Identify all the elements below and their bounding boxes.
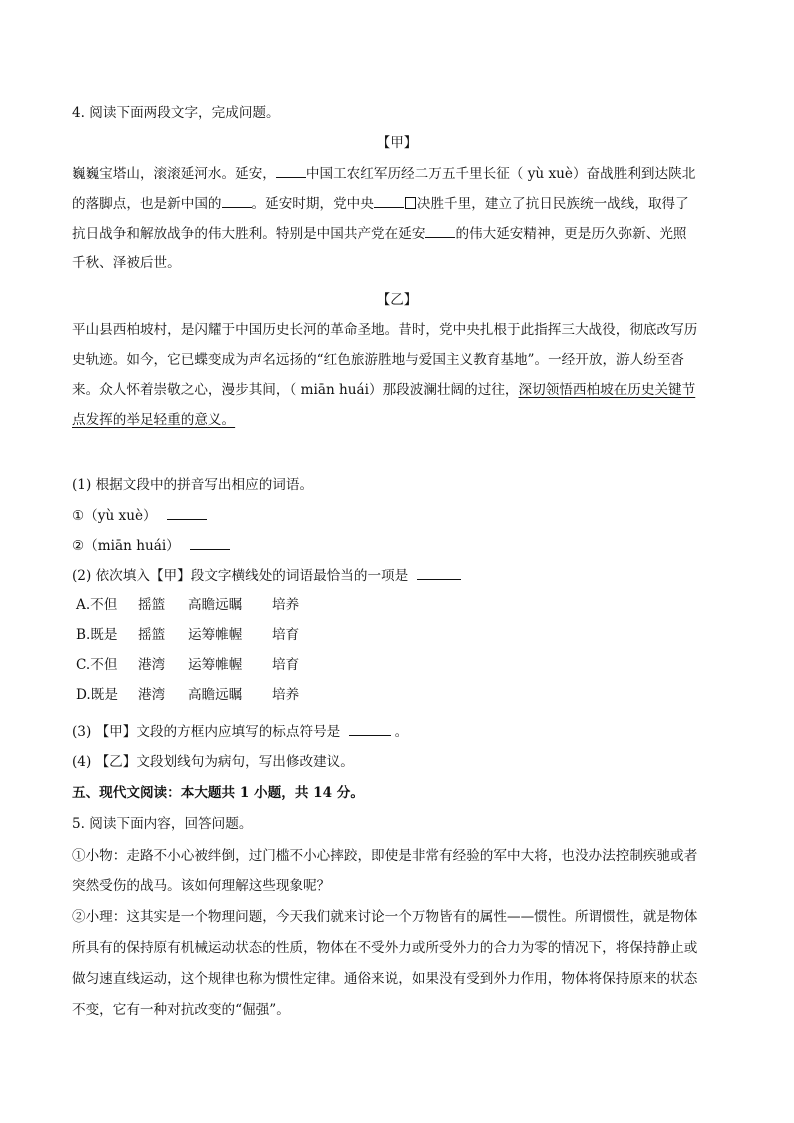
pinyin-label: ①（yù xuè） [72,508,157,524]
answer-blank[interactable] [417,565,461,580]
yi-line-4 [72,410,722,430]
option-word: 培育 [272,627,300,643]
yi-text: 来。众人怀着崇敬之心，漫步其间，（ miān huái）那段波澜壮阔的过往， [72,382,519,398]
paragraph-2-line-3: 做匀速直线运动，这个规律也称为惯性定律。通俗来说，如果没有受到外力作用，物体将保持原来的状态 [72,971,698,987]
paragraph-2-line-2: 所具有的保持原有机械运动状态的性质，物体在不受外力或所受外力的合力为零的情况下，将保持静止或 [72,940,698,956]
option-a[interactable] [76,595,726,615]
jia-text: 的伟大延安精神，更是历久弥新、光照 [455,226,687,242]
sub1-item-a [72,505,722,526]
question-end: 。 [394,724,409,740]
fill-blank-3[interactable] [374,193,404,208]
jia-text: 。延安时期，党中央 [251,196,374,212]
option-word: 高瞻远瞩 [188,687,243,703]
underlined-sentence: 深切领悟西柏坡在历史关键节 [518,382,696,398]
yi-heading: 【乙】 [376,292,418,308]
question-4-title: 4. 阅读下面两段文字，完成问题。 [72,105,280,121]
answer-blank[interactable] [349,721,391,736]
option-label: C.不但 [76,657,118,673]
pinyin-label: ②（miān huái） [72,538,180,554]
jia-text: 决胜千里，建立了抗日民族统一战线，取得了 [416,196,689,212]
punctuation-box[interactable] [405,197,416,209]
jia-text: 的落脚点，也是新中国的 [72,196,222,212]
fill-blank-4[interactable] [425,223,455,238]
sub-question-4: (4) 【乙】文段划线句为病句，写出修改建议。 [72,754,354,770]
sub-question-1: (1) 根据文段中的拼音写出相应的词语。 [72,477,314,493]
jia-line-3 [72,223,722,244]
paragraph-1-line-1: ①小物：走路不小心被绊倒，过门槛不小心摔跤，即使是非常有经验的军中大将，也没办法控制疾驰或者 [72,848,698,864]
option-word: 高瞻远瞩 [188,597,243,613]
option-word: 培养 [272,597,300,613]
underlined-sentence: 点发挥的举足轻重的意义。 [72,412,236,428]
option-b[interactable] [76,625,726,645]
option-label: A.不但 [76,597,118,613]
option-word: 运筹帷幄 [188,657,243,673]
answer-blank[interactable] [167,505,207,520]
option-c[interactable] [76,655,726,675]
option-word: 港湾 [138,657,166,673]
paragraph-1-line-2: 突然受伤的战马。该如何理解这些现象呢？ [72,878,331,894]
yi-line-1: 平山县西柏坡村，是闪耀于中国历史长河的革命圣地。昔时，党中央扎根于此指挥三大战役，彻底改写历 [72,322,698,338]
jia-text: 抗日战争和解放战争的伟大胜利。特别是中国共产党在延安 [72,226,426,242]
question-text: (3) 【甲】文段的方框内应填写的标点符号是 [72,724,341,740]
question-5-title: 5. 阅读下面内容，回答问题。 [72,816,253,832]
jia-line-2 [72,193,722,214]
fill-blank-1[interactable] [276,163,306,178]
jia-line-1 [72,163,722,184]
option-word: 运筹帷幄 [188,627,243,643]
paragraph-2-line-4: 不变，它有一种对抗改变的“倔强”。 [72,1002,290,1018]
paragraph-2-line-1: ②小理：这其实是一个物理问题，今天我们就来讨论一个万物皆有的属性——惯性。所谓惯性，就是物体 [72,909,698,925]
yi-line-2: 史轨迹。如今，它已蝶变成为声名远扬的“红色旅游胜地与爱国主义教育基地”。一经开放，游人纷至沓 [72,352,685,368]
sub-question-2 [72,565,722,586]
option-label: B.既是 [76,627,118,643]
option-word: 摇篮 [138,627,166,643]
yi-line-3 [72,380,722,400]
answer-blank[interactable] [190,535,230,550]
jia-text: 巍巍宝塔山，滚滚延河水。延安， [72,166,276,182]
jia-line-4: 千秋、泽被后世。 [72,255,181,271]
option-word: 培养 [272,687,300,703]
sub1-item-b [72,535,722,556]
option-word: 港湾 [138,687,166,703]
fill-blank-2[interactable] [222,193,252,208]
section-5-heading: 五、现代文阅读：本大题共 1 小题，共 14 分。 [72,785,364,801]
option-d[interactable] [76,685,726,705]
sub-question-3 [72,721,722,742]
jia-heading: 【甲】 [376,135,418,151]
option-word: 摇篮 [138,597,166,613]
jia-text: 中国工农红军历经二万五千里长征（ yù xuè）奋战胜利到达陕北 [305,166,696,182]
option-label: D.既是 [76,687,118,703]
option-word: 培育 [272,657,300,673]
question-text: (2) 依次填入【甲】段文字横线处的词语最恰当的一项是 [72,568,409,584]
